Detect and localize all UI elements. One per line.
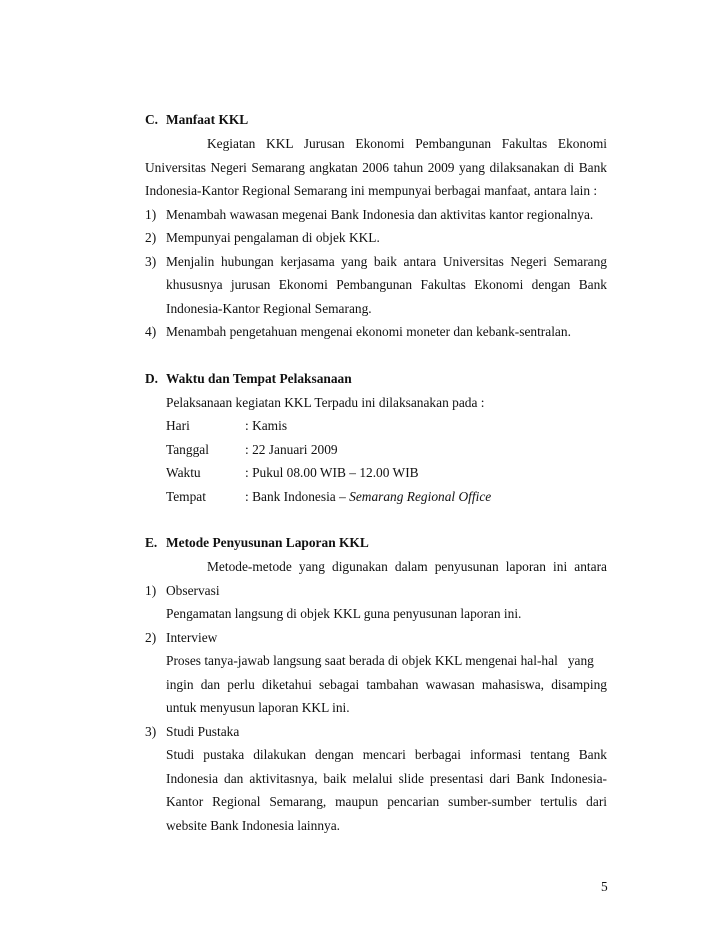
item-text: Mempunyai pengalaman di objek KKL. — [166, 230, 380, 245]
section-c-intro-line-3: Indonesia-Kantor Regional Semarang ini mempunyai berbagai manfaat, antara lain : — [145, 183, 598, 198]
schedule-value — [245, 485, 491, 509]
section-c-item-3-line-3: Indonesia-Kantor Regional Semarang. — [166, 300, 372, 316]
item-text: Menambah wawasan megenai Bank Indonesia dan aktivitas kantor regionalnya. — [166, 206, 594, 222]
section-e-heading — [145, 531, 607, 555]
schedule-row-day — [145, 414, 607, 438]
method-interview-desc-2: ingin dan perlu diketahui sebagai tambahan wawasan mahasiswa, disamping — [166, 676, 607, 692]
schedule-label: Tanggal — [166, 441, 209, 457]
schedule-label: Waktu — [166, 465, 201, 480]
schedule-label: Tempat — [166, 488, 206, 504]
method-interview-desc-1: Proses tanya-jawab langsung saat berada di objek KKL mengenai hal-hal yang — [166, 653, 594, 668]
section-e-intro: Metode-metode yang digunakan dalam penyusunan laporan ini antara — [207, 559, 607, 574]
item-text: Menjalin hubungan kerjasama yang baik antara Universitas Negeri Semarang — [166, 253, 607, 269]
place-name: : Bank Indonesia – — [245, 488, 350, 504]
method-studi-desc-2: Indonesia dan aktivitasnya, baik melalui slide presentasi dari Bank Indonesia- — [166, 770, 607, 786]
schedule-row-date — [145, 438, 607, 462]
section-c-intro-line-1: Kegiatan KKL Jurusan Ekonomi Pembangunan Fakultas Ekonomi — [207, 136, 607, 151]
page-number: 5 — [601, 879, 608, 894]
method-studi-desc-1: Studi pustaka dilakukan dengan mencari berbagai informasi tentang Bank — [166, 747, 607, 762]
method-studi-desc-3: Kantor Regional Semarang, maupun pencarian sumber-sumber tertulis dari — [166, 794, 607, 809]
section-c-heading — [145, 108, 607, 132]
schedule-value: : Pukul 08.00 WIB – 12.00 WIB — [245, 465, 419, 480]
method-title: Studi Pustaka — [166, 723, 240, 739]
item-number: 2) — [145, 230, 157, 245]
schedule-label: Hari — [166, 418, 190, 433]
item-number: 1) — [145, 582, 157, 598]
section-spacer — [145, 508, 607, 531]
method-title: Interview — [166, 629, 218, 645]
item-number: 2) — [145, 629, 157, 645]
section-e-letter: E. — [145, 535, 158, 550]
method-studi-desc-4: website Bank Indonesia lainnya. — [166, 817, 341, 833]
page-content — [145, 108, 607, 837]
schedule-row-time — [145, 461, 607, 485]
schedule-row-place — [145, 485, 607, 509]
section-c-item-3 — [145, 250, 607, 274]
section-d-letter: D. — [145, 370, 159, 386]
item-text: Menambah pengetahuan mengenai ekonomi moneter dan kebank-sentralan. — [166, 324, 571, 339]
section-spacer — [145, 344, 607, 367]
section-c-item-2 — [145, 226, 607, 250]
method-title: Observasi — [166, 582, 220, 598]
method-interview-desc-3: untuk menyusun laporan KKL ini. — [166, 700, 350, 715]
section-d-intro: Pelaksanaan kegiatan KKL Terpadu ini dilaksanakan pada : — [166, 394, 485, 410]
method-observasi — [145, 579, 607, 603]
item-number: 4) — [145, 324, 157, 339]
section-c-item-1 — [145, 203, 607, 227]
method-studi-pustaka — [145, 720, 607, 744]
section-d-title: Waktu dan Tempat Pelaksanaan — [166, 370, 352, 386]
section-c-title: Manfaat KKL — [166, 112, 249, 127]
item-number: 3) — [145, 253, 157, 269]
place-office: Semarang Regional Office — [349, 488, 492, 504]
item-number: 1) — [145, 206, 157, 222]
section-e-title: Metode Penyusunan Laporan KKL — [166, 535, 369, 550]
section-d-heading — [145, 367, 607, 391]
schedule-value: : 22 Januari 2009 — [245, 441, 338, 457]
section-c-intro-line-2: Universitas Negeri Semarang angkatan 2006 tahun 2009 yang dilaksanakan di Bank — [145, 159, 607, 175]
method-observasi-desc: Pengamatan langsung di objek KKL guna penyusunan laporan ini. — [166, 606, 522, 621]
section-c-letter: C. — [145, 112, 159, 127]
item-number: 3) — [145, 723, 157, 739]
schedule-value: : Kamis — [245, 418, 288, 433]
section-c-item-3-line-2: khususnya jurusan Ekonomi Pembangunan Fakultas Ekonomi dengan Bank — [166, 277, 607, 292]
method-interview — [145, 626, 607, 650]
section-c-item-4 — [145, 320, 607, 344]
